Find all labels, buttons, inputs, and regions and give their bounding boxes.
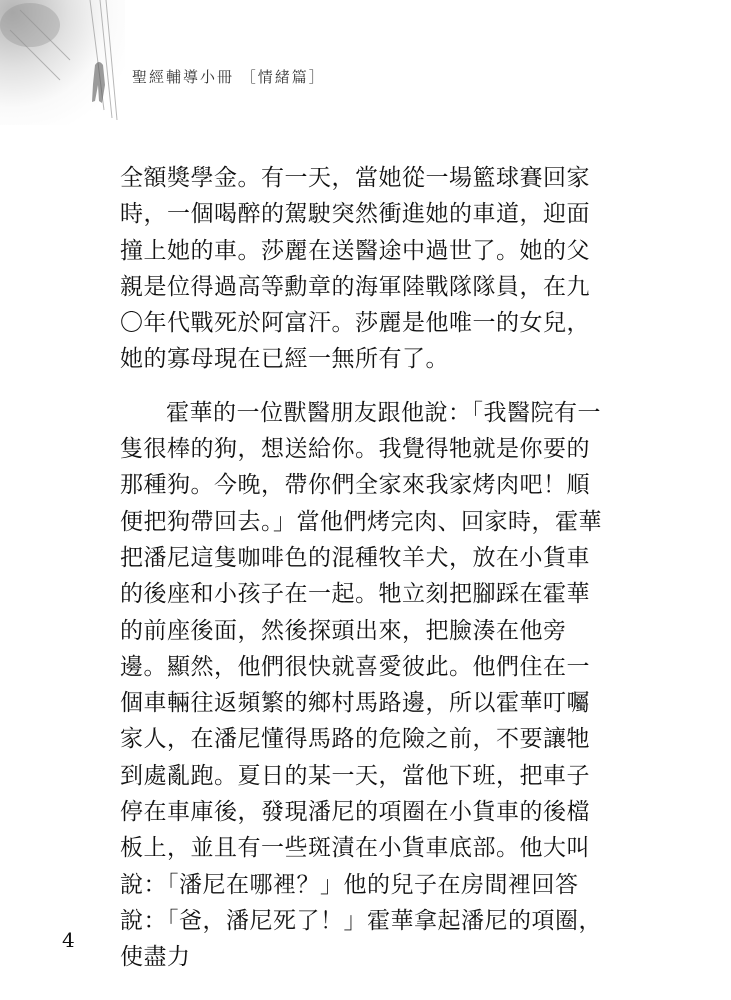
book-title-header: 聖經輔導小冊 ［情緒篇］ — [132, 68, 326, 86]
paragraph-1: 全額獎學金。有一天，當她從一場籃球賽回家時，一個喝醉的駕駛突然衝進她的車道，迎面撞上她的車。莎麗在送醫途中過世了。她的父親是位得過高等勳章的海軍陸戰隊隊員，在九〇年代戰死於阿富汗。莎麗是他唯一的女兒，她的寡母現在已經一無所有了。 — [120, 165, 590, 373]
paragraph-2: 霍華的一位獸醫朋友跟他說：「我醫院有一隻很棒的狗，想送給你。我覺得牠就是你要的那種狗。今晚，帶你們全家來我家烤肉吧！順便把狗帶回去。」當他們烤完肉、回家時，霍華把潘尼這隻咖啡色的混種牧羊犬，放在小貨車的後座和小孩子在一起。牠立刻把腳踩在霍華的前座後面，然後探頭出來，把臉湊在他旁邊。顯然，他們很快就喜愛彼此。他們住在一個車輛往返頻繁的鄉村馬路邊，所以霍華叮囑家人，在潘尼懂得馬路的危險之前，不要讓牠到處亂跑。夏日的某一天，當他下班，把車子停在車庫後，發現潘尼的項圈在小貨車的後檔板上，並且有一些斑漬在小貨車底部。他大叫說：「潘尼在哪裡？」他的兒子在房間裡回答說：「爸，潘尼死了！」霍華拿起潘尼的項圈，使盡力 — [120, 399, 602, 971]
body-text — [120, 160, 612, 976]
page-number: 4 — [62, 928, 75, 952]
corner-decorative-image — [0, 0, 125, 125]
